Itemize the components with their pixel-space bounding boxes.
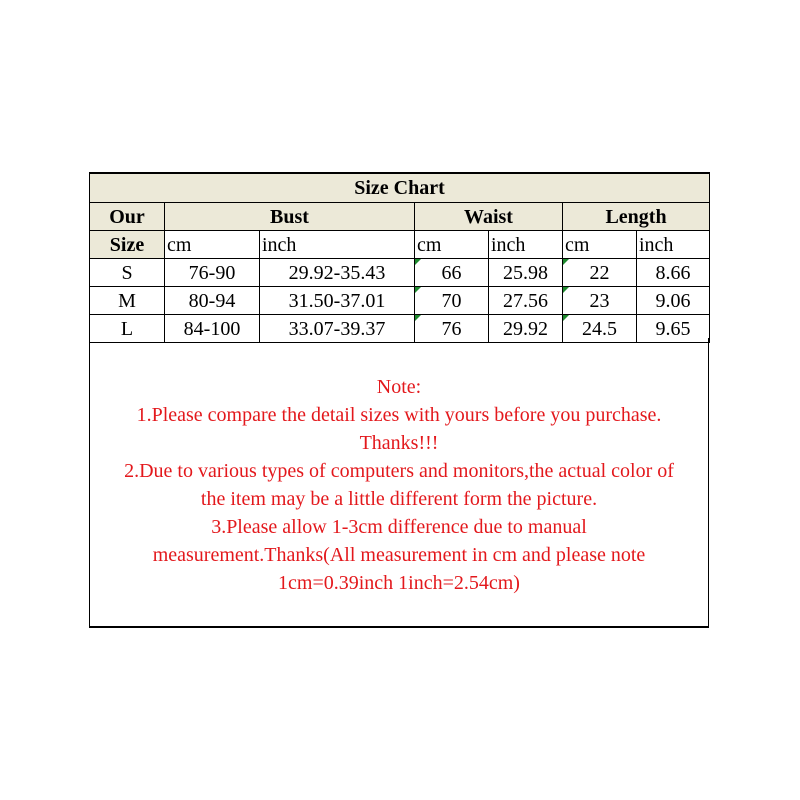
group-header-row bbox=[90, 203, 710, 231]
data-cell: 29.92-35.43 bbox=[260, 259, 415, 287]
note-line: 3.Please allow 1-3cm difference due to manual bbox=[211, 516, 587, 538]
note-line: Thanks!!! bbox=[359, 432, 439, 454]
data-cell: 24.5 bbox=[563, 315, 637, 343]
size-cell: S bbox=[90, 259, 165, 287]
unit-cell: cm bbox=[563, 231, 637, 259]
bust-header: Bust bbox=[165, 203, 415, 231]
table-row bbox=[90, 287, 710, 315]
data-cell: 9.65 bbox=[637, 315, 710, 343]
size-cell: L bbox=[90, 315, 165, 343]
table-row bbox=[90, 259, 710, 287]
data-cell: 22 bbox=[563, 259, 637, 287]
unit-cell: inch bbox=[489, 231, 563, 259]
length-header: Length bbox=[563, 203, 710, 231]
note-line: the item may be a little different form the picture. bbox=[200, 488, 598, 510]
unit-cell: cm bbox=[165, 231, 260, 259]
size-cell: M bbox=[90, 287, 165, 315]
data-cell: 31.50-37.01 bbox=[260, 287, 415, 315]
note-box bbox=[89, 338, 709, 628]
data-cell: 9.06 bbox=[637, 287, 710, 315]
data-cell: 76 bbox=[415, 315, 489, 343]
data-cell: 29.92 bbox=[489, 315, 563, 343]
note-line: 2.Due to various types of computers and monitors,the actual color of bbox=[124, 460, 674, 482]
waist-header: Waist bbox=[415, 203, 563, 231]
note-line: measurement.Thanks(All measurement in cm and please note bbox=[152, 544, 646, 566]
data-cell: 27.56 bbox=[489, 287, 563, 315]
size-label: Size bbox=[90, 231, 165, 259]
data-cell: 8.66 bbox=[637, 259, 710, 287]
note-heading: Note: bbox=[376, 376, 422, 398]
size-chart-table bbox=[89, 172, 710, 343]
unit-header-row bbox=[90, 231, 710, 259]
data-cell: 25.98 bbox=[489, 259, 563, 287]
chart-title: Size Chart bbox=[90, 173, 710, 203]
data-cell: 80-94 bbox=[165, 287, 260, 315]
note-line: 1cm=0.39inch 1inch=2.54cm) bbox=[278, 572, 520, 594]
our-label: Our bbox=[90, 203, 165, 231]
note-line: 1.Please compare the detail sizes with yours before you purchase. bbox=[136, 404, 662, 426]
title-row bbox=[90, 173, 710, 203]
unit-cell: inch bbox=[637, 231, 710, 259]
data-cell: 66 bbox=[415, 259, 489, 287]
note-lines bbox=[90, 401, 708, 597]
data-cell: 23 bbox=[563, 287, 637, 315]
unit-cell: cm bbox=[415, 231, 489, 259]
unit-cell: inch bbox=[260, 231, 415, 259]
data-cell: 70 bbox=[415, 287, 489, 315]
data-cell: 76-90 bbox=[165, 259, 260, 287]
data-cell: 33.07-39.37 bbox=[260, 315, 415, 343]
data-cell: 84-100 bbox=[165, 315, 260, 343]
